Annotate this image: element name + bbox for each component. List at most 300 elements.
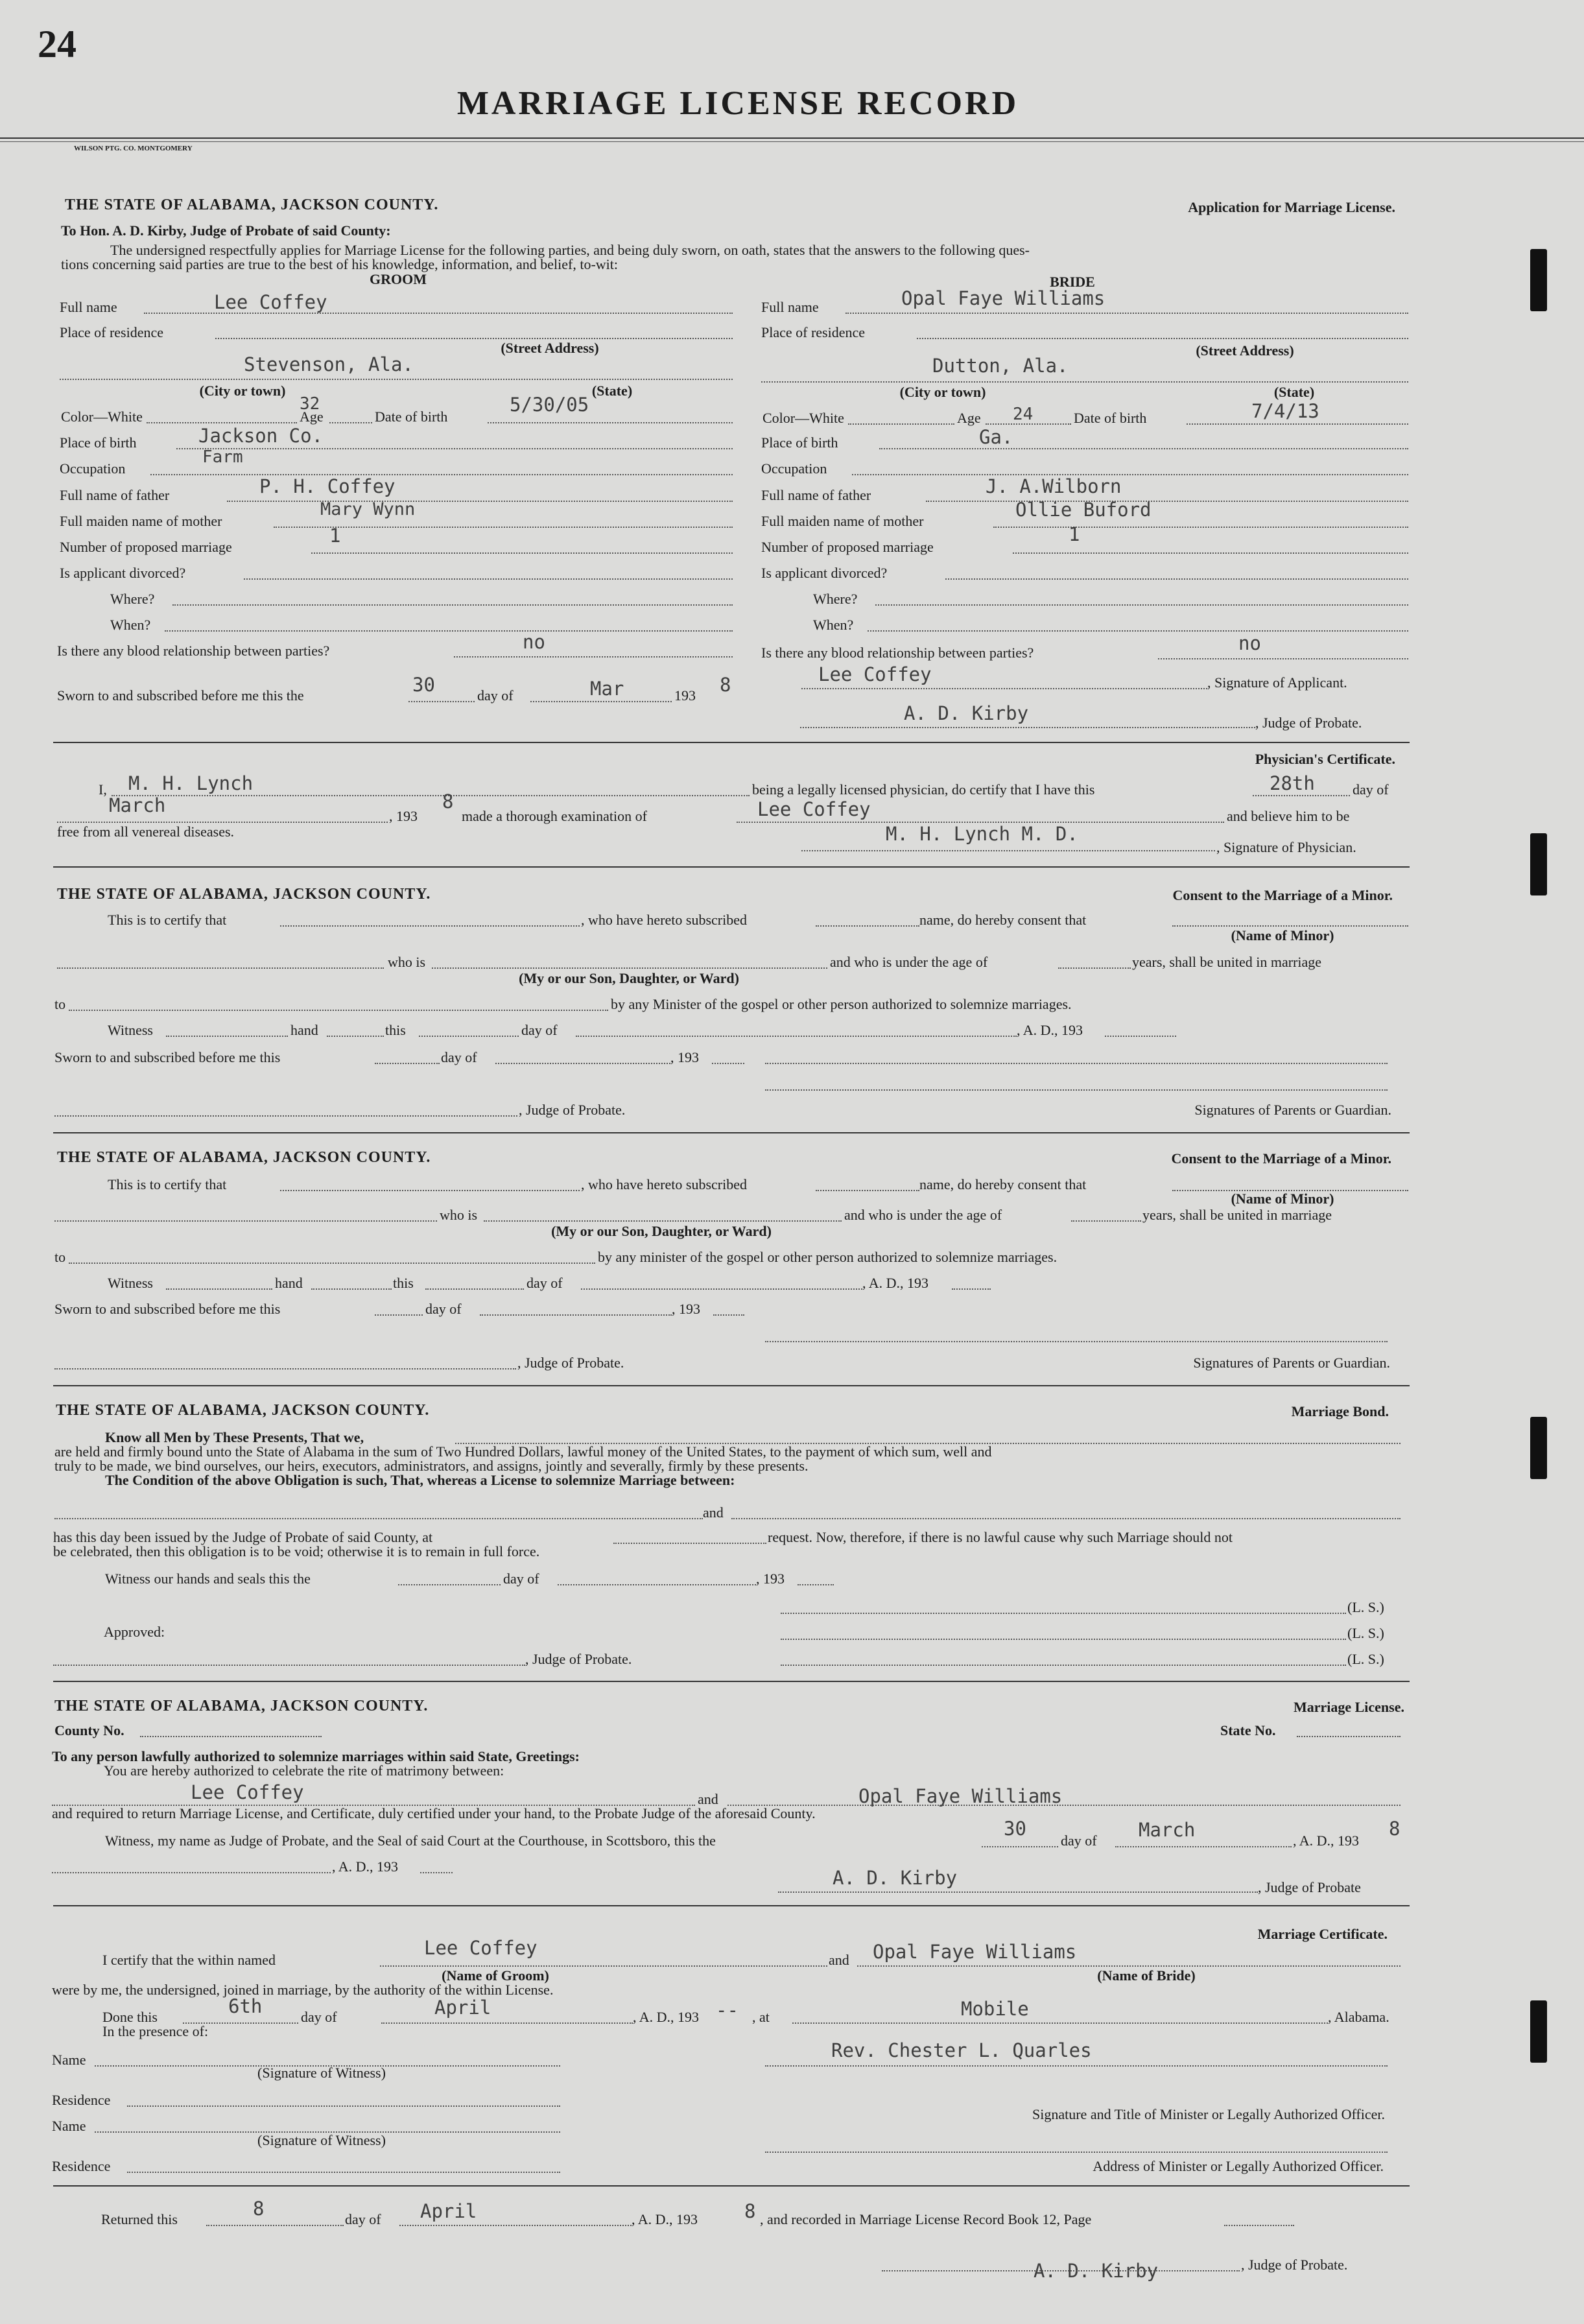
bond-between-line-1 (54, 1518, 703, 1519)
certificate-day-of: day of (301, 2009, 337, 2025)
bride-mother-label: Full maiden name of mother (761, 513, 924, 529)
bond-between-line-2 (731, 1518, 1401, 1519)
license-ad2: , A. D., 193 (332, 1858, 399, 1875)
groom-blood: no (523, 631, 545, 653)
consent1-subscribed: , who have hereto subscribed (581, 912, 747, 928)
consent2-hand: hand (275, 1275, 303, 1291)
certificate-residence-2: Residence (52, 2158, 111, 2174)
returned-day-line (206, 2225, 344, 2226)
bride-residence-label: Place of residence (761, 324, 866, 340)
bride-divorced-line (945, 578, 1408, 580)
groom-age-label: Age (300, 409, 324, 425)
physician-day: 28th (1270, 772, 1315, 794)
bride-where-line (875, 604, 1408, 606)
section-divider (53, 866, 1410, 868)
bride-age-label: Age (957, 410, 981, 426)
bond-issued-a: has this day been issued by the Judge of Probate of said County, at (53, 1529, 433, 1545)
consent1-ad-line (1105, 1036, 1176, 1037)
license-county-line (140, 1736, 322, 1737)
physician-signature-line (801, 850, 1215, 851)
section-divider (53, 1385, 1410, 1386)
consent1-this: this (385, 1022, 406, 1038)
consent2-parents-line-1 (765, 1341, 1388, 1342)
groom-date-of-birth: 5/30/05 (510, 394, 589, 416)
printer-imprint: WILSON PTG. CO. MONTGOMERY (74, 145, 193, 152)
consent2-age-line (1071, 1220, 1141, 1222)
physician-name-line (112, 795, 750, 796)
intro-line-1: The undersigned respectfully applies for Marriage License for the following parties, and being duly sworn, on oath, states that the answers to the following ques- (110, 242, 1030, 258)
bride-city: Dutton, Ala. (932, 355, 1069, 377)
bride-blood: no (1238, 632, 1261, 654)
physician-name: M. H. Lynch (128, 772, 254, 794)
consent1-hand-line (327, 1036, 384, 1037)
bride-blood-line (1158, 658, 1408, 659)
consent1-who-line (57, 967, 384, 969)
license-county-no: County No. (54, 1722, 124, 1738)
groom-place-of-birth: Jackson Co. (198, 425, 324, 447)
consent1-consent-line (1172, 925, 1408, 927)
groom-state-label: (State) (591, 383, 633, 399)
consent1-minister: by any Minister of the gospel or other person authorized to solemnize marriages. (611, 996, 1072, 1012)
consent2-sworn: Sworn to and subscribed before me this (54, 1301, 281, 1317)
certificate-residence-line-2 (127, 2172, 560, 2173)
bond-witness: Witness our hands and seals this the (105, 1571, 311, 1587)
bond-day-line (558, 1584, 756, 1585)
bride-city-label: (City or town) (899, 384, 986, 400)
bride-date-of-birth: 7/4/13 (1251, 400, 1319, 422)
header-rule (0, 137, 1584, 139)
consent1-age-line (1058, 967, 1131, 969)
bride-full-name-label: Full name (761, 299, 819, 315)
bond-ls-1: (L. S.) (1347, 1599, 1384, 1615)
consent2-judge: , Judge of Probate. (517, 1355, 624, 1371)
groom-residence-label: Place of residence (60, 324, 164, 340)
bond-judge-line (53, 1665, 525, 1666)
license-heading: Marriage License. (1293, 1699, 1404, 1715)
bond-ls-line-1 (781, 1613, 1346, 1614)
consent2-hand-line (311, 1288, 392, 1290)
certificate-minister-line (765, 2065, 1388, 2067)
certificate-residence-1: Residence (52, 2092, 111, 2108)
consent1-name-of-minor: (Name of Minor) (1231, 927, 1334, 943)
physician-heading: Physician's Certificate. (1255, 751, 1395, 767)
bride-pob-label: Place of birth (761, 434, 838, 451)
consent2-year-line (713, 1314, 744, 1316)
groom-city-line (60, 379, 733, 380)
consent2-name-of-minor: (Name of Minor) (1231, 1191, 1334, 1207)
license-required: and required to return Marriage License, and Certificate, duly certified under your hand, to the Probate Judge of the aforesaid County. (52, 1805, 816, 1821)
bond-year-line (798, 1584, 834, 1585)
binder-tab (1530, 833, 1547, 895)
certificate-groom-line (380, 1965, 827, 1967)
bond-state-line: THE STATE OF ALABAMA, JACKSON COUNTY. (56, 1402, 430, 1419)
consent1-sworn-day-of: day of (441, 1049, 477, 1065)
consent1-year-line (712, 1063, 744, 1064)
consent2-year: , 193 (672, 1301, 700, 1317)
groom-mother: Mary Wynn (320, 499, 416, 519)
consent1-relation: (My or our Son, Daughter, or Ward) (519, 970, 739, 986)
license-day-of: day of (1061, 1832, 1097, 1849)
consent1-witness: Witness (108, 1022, 153, 1038)
bond-line-3: truly to be made, we bind ourselves, our heirs, executors, administrators, and assigns, jointly and severally, firmly by these presents. (54, 1458, 809, 1474)
groom-when-line (165, 630, 733, 632)
physician-year-prefix: , 193 (389, 808, 418, 824)
consent1-certify-line (280, 925, 580, 927)
consent1-heading: Consent to the Marriage of a Minor. (1172, 887, 1393, 903)
bond-line-2: are held and firmly bound unto the State of Alabama in the sum of Two Hundred Dollars, lawful money of the United States, to the payment of which sum, well and (54, 1443, 992, 1460)
consent2-who-line (54, 1220, 437, 1222)
certificate-and: and (829, 1952, 849, 1968)
consent1-sworn-day-line (495, 1063, 670, 1064)
physician-month-line (57, 822, 388, 823)
bride-color-line (848, 423, 954, 425)
consent1-under-age: and who is under the age of (830, 954, 988, 970)
license-state-no: State No. (1220, 1722, 1276, 1738)
consent2-judge-line (54, 1368, 516, 1370)
consent2-to-line (69, 1263, 595, 1264)
consent1-sworn: Sworn to and subscribed before me this (54, 1049, 281, 1065)
physician-month: March (109, 794, 166, 816)
groom-number-marriage: 1 (329, 525, 341, 547)
returned-text: Returned this (101, 2211, 178, 2227)
license-second-date-line (52, 1872, 331, 1873)
license-day: 30 (1004, 1818, 1026, 1840)
bride-number-marriage: 1 (1069, 523, 1080, 545)
application-heading: Application for Marriage License. (1188, 199, 1395, 215)
returned-year: 8 (744, 2200, 756, 2222)
consent2-subscribed: , who have hereto subscribed (581, 1176, 747, 1192)
bond-line-6: be celebrated, then this obligation is to be void; otherwise it is to remain in full force. (53, 1543, 540, 1559)
license-ad2-line (420, 1872, 453, 1873)
certificate-place: Mobile (961, 1998, 1029, 2020)
section-divider (53, 2185, 1410, 2187)
sworn-month-line (530, 701, 672, 702)
groom-number-line (311, 552, 733, 554)
returned-recorded: , and recorded in Marriage License Record Book 12, Page (760, 2211, 1092, 2227)
groom-father: P. H. Coffey (259, 475, 396, 497)
consent1-day-line (576, 1036, 1017, 1037)
bride-father-label: Full name of father (761, 487, 871, 503)
consent2-subscribed-line (816, 1190, 919, 1191)
section-divider (53, 1132, 1410, 1133)
sworn-day: 30 (412, 674, 435, 696)
consent1-state-line: THE STATE OF ALABAMA, JACKSON COUNTY. (57, 886, 431, 903)
applicant-signature-label: , Signature of Applicant. (1207, 674, 1347, 691)
certificate-bride-line (857, 1965, 1401, 1967)
certificate-presence: In the presence of: (102, 2023, 209, 2039)
license-witness: Witness, my name as Judge of Probate, and the Seal of said Court at the Courthouse, in Scottsboro, this the (105, 1832, 716, 1849)
consent1-year: , 193 (670, 1049, 699, 1065)
license-judge-line (778, 1891, 1258, 1893)
consent1-judge-line (54, 1115, 517, 1117)
sworn-label: Sworn to and subscribed before me this the (57, 687, 304, 704)
groom-street-label: (Street Address) (501, 340, 599, 356)
physician-year: 8 (442, 790, 454, 812)
returned-month-line (399, 2225, 632, 2226)
groom-mother-label: Full maiden name of mother (60, 513, 222, 529)
bride-age-line (986, 423, 1071, 425)
physician-signature-label: , Signature of Physician. (1216, 839, 1356, 855)
physician-text-3: and believe him to be (1227, 808, 1350, 824)
bride-when-line (868, 630, 1408, 632)
consent1-to-line (69, 1010, 608, 1011)
bond-issued-b: request. Now, therefore, if there is no lawful cause why such Marriage should not (768, 1529, 1233, 1545)
license-greeting: To any person lawfully authorized to solemnize marriages within said State, Greetings: (52, 1748, 580, 1764)
intro-line-2: tions concerning said parties are true to the best of his knowledge, information, and belief, to-wit: (61, 256, 618, 272)
consent1-parents-line-2 (765, 1089, 1388, 1091)
groom-divorced-line (244, 578, 733, 580)
bride-city-line (761, 381, 1408, 383)
returned-judge-label: , Judge of Probate. (1241, 2257, 1348, 2273)
consent1-relation-line (432, 967, 827, 969)
bride-when-label: When? (813, 617, 854, 633)
license-month-line (1115, 1846, 1292, 1847)
license-judge-signature: A. D. Kirby (833, 1867, 958, 1889)
groom-city-label: (City or town) (199, 383, 286, 399)
consent1-judge: , Judge of Probate. (519, 1102, 626, 1118)
consent2-sworn-day-of: day of (425, 1301, 462, 1317)
bride-place-of-birth: Ga. (979, 426, 1013, 448)
consent1-this-line (419, 1036, 519, 1037)
bond-ls-2: (L. S.) (1347, 1625, 1384, 1641)
certificate-address-line (765, 2152, 1388, 2153)
certificate-sig-witness-1: (Signature of Witness) (257, 2065, 386, 2081)
returned-page-line (1224, 2225, 1294, 2226)
groom-dob-label: Date of birth (375, 409, 448, 425)
bride-full-name-line (845, 313, 1408, 314)
physician-text-4: free from all venereal diseases. (57, 824, 235, 840)
sworn-day-of-label: day of (477, 687, 514, 704)
license-month: March (1139, 1819, 1196, 1841)
bride-occupation-line (852, 474, 1408, 475)
consent2-state-line: THE STATE OF ALABAMA, JACKSON COUNTY. (57, 1149, 431, 1166)
certificate-name-2: Name (52, 2118, 86, 2134)
consent2-united: years, shall be united in marriage (1142, 1207, 1332, 1223)
groom-pob-label: Place of birth (60, 434, 137, 451)
license-authorized: You are hereby authorized to celebrate the rite of matrimony between: (104, 1762, 504, 1779)
consent1-ad: , A. D., 193 (1017, 1022, 1083, 1038)
bond-line-4: The Condition of the above Obligation is such, That, whereas a License to solemnize Marriage between: (105, 1472, 735, 1488)
bride-father-line (926, 501, 1408, 502)
groom-color-label: Color—White (61, 409, 143, 425)
license-groom: Lee Coffey (191, 1781, 304, 1803)
groom-pob-line (176, 448, 733, 449)
applicant-signature: Lee Coffey (818, 663, 932, 685)
bond-judge: , Judge of Probate. (525, 1651, 632, 1667)
returned-judge-signature: A. D. Kirby (1034, 2260, 1159, 2282)
groom-father-line (227, 501, 733, 502)
consent1-who-is: who is (388, 954, 426, 970)
returned-day-of: day of (345, 2211, 381, 2227)
groom-occupation-line (150, 474, 733, 475)
bride-dob-label: Date of birth (1074, 410, 1147, 426)
bride-blood-label: Is there any blood relationship between parties? (761, 645, 1034, 661)
consent2-sworn-day-line (480, 1314, 672, 1316)
bond-ls-3: (L. S.) (1347, 1651, 1384, 1667)
bond-and: and (703, 1504, 724, 1521)
certificate-heading: Marriage Certificate. (1257, 1926, 1388, 1942)
groom-when-label: When? (110, 617, 151, 633)
judge-signature: A. D. Kirby (904, 702, 1029, 724)
consent1-parents: Signatures of Parents or Guardian. (1194, 1102, 1391, 1118)
section-divider (53, 1905, 1410, 1906)
license-and: and (698, 1791, 718, 1807)
groom-blood-label: Is there any blood relationship between parties? (57, 643, 330, 659)
groom-age-line (329, 422, 372, 423)
sworn-day-line (408, 701, 475, 702)
consent2-witness: Witness (108, 1275, 153, 1291)
bond-at-line (613, 1543, 766, 1544)
bond-witness-line (398, 1584, 501, 1585)
bride-number-line (1013, 552, 1408, 554)
bride-mother: Ollie Buford (1015, 499, 1152, 521)
consent1-sworn-line (375, 1063, 440, 1064)
consent2-ad-line (952, 1288, 991, 1290)
license-state-line-dots (1297, 1736, 1401, 1737)
groom-full-name-label: Full name (60, 299, 117, 315)
groom-occupation: Farm (202, 447, 243, 467)
physician-i: I, (99, 781, 107, 798)
license-judge-label: , Judge of Probate (1258, 1879, 1361, 1895)
sworn-year: 8 (720, 674, 731, 696)
certificate-joined: were by me, the undersigned, joined in marriage, by the authority of the within License. (52, 1982, 554, 1998)
consent2-relation-line (484, 1220, 842, 1222)
consent1-witness-line (166, 1036, 288, 1037)
certificate-residence-line-1 (127, 2105, 560, 2107)
groom-residence-line (215, 338, 733, 339)
sworn-month: Mar (590, 678, 624, 700)
bond-year: , 193 (756, 1571, 785, 1587)
consent2-certify-line (280, 1190, 580, 1191)
groom-occupation-label: Occupation (60, 460, 126, 477)
certificate-ad: , A. D., 193 (633, 2009, 700, 2025)
bride-color-label: Color—White (762, 410, 844, 426)
consent2-under-age: and who is under the age of (844, 1207, 1002, 1223)
physician-text-2: made a thorough examination of (462, 808, 647, 824)
sworn-year-label: 193 (674, 687, 696, 704)
bride-dob-line (1187, 423, 1408, 425)
certificate-sig-witness-2: (Signature of Witness) (257, 2132, 386, 2148)
bride-father: J. A.Wilborn (986, 475, 1122, 497)
to-judge: To Hon. A. D. Kirby, Judge of Probate of said County: (61, 222, 391, 239)
consent2-this: this (393, 1275, 414, 1291)
bride-occupation-label: Occupation (761, 460, 827, 477)
consent2-sworn-line (375, 1314, 423, 1316)
binder-tab (1530, 1417, 1547, 1479)
certificate-address-label: Address of Minister or Legally Authorized Officer. (1093, 2158, 1384, 2174)
physician-text-1: being a legally licensed physician, do certify that I have this (752, 781, 1095, 798)
groom-divorced-label: Is applicant divorced? (60, 565, 186, 581)
bride-residence-line (917, 338, 1408, 339)
physician-signature: M. H. Lynch M. D. (886, 823, 1078, 845)
consent2-consent-that: name, do hereby consent that (919, 1176, 1087, 1192)
groom-mother-line (274, 527, 733, 528)
certificate-at: , at (752, 2009, 770, 2025)
consent2-witness-line (166, 1288, 272, 1290)
consent2-this-line (425, 1288, 524, 1290)
bride-where-label: Where? (813, 591, 858, 607)
certificate-place-line (792, 2022, 1328, 2024)
groom-blood-line (454, 656, 733, 658)
groom-where-label: Where? (110, 591, 155, 607)
binder-tab (1530, 2000, 1547, 2063)
certificate-month-line (381, 2022, 633, 2024)
groom-where-line (172, 604, 733, 606)
returned-ad: , A. D., 193 (632, 2211, 698, 2227)
judge-signature-line (800, 727, 1255, 728)
consent2-day-of: day of (526, 1275, 563, 1291)
consent2-certify: This is to certify that (108, 1176, 227, 1192)
certificate-groom: Lee Coffey (424, 1937, 538, 1959)
groom-city: Stevenson, Ala. (244, 353, 414, 375)
consent2-relation: (My or our Son, Daughter, or Ward) (551, 1223, 772, 1239)
consent2-to: to (54, 1249, 66, 1265)
section-divider (53, 1681, 1410, 1682)
groom-dob-line (488, 422, 733, 423)
consent1-hand: hand (290, 1022, 318, 1038)
groom-full-name: Lee Coffey (214, 291, 327, 313)
bond-ls-line-2 (781, 1639, 1346, 1640)
bride-street-label: (Street Address) (1196, 342, 1294, 359)
physician-examined: Lee Coffey (757, 798, 871, 820)
bride-divorced-label: Is applicant divorced? (761, 565, 888, 581)
certificate-day: 6th (228, 1995, 263, 2017)
consent2-ad: , A. D., 193 (862, 1275, 929, 1291)
certificate-month: April (434, 1997, 491, 2019)
record-title: MARRIAGE LICENSE RECORD (456, 85, 1019, 122)
returned-day: 8 (253, 2198, 265, 2220)
consent1-certify: This is to certify that (108, 912, 227, 928)
groom-number-label: Number of proposed marriage (60, 539, 232, 555)
consent2-day-line (581, 1288, 862, 1290)
certificate-state: , Alabama. (1328, 2009, 1389, 2025)
groom-heading: GROOM (370, 271, 427, 287)
physician-day-line (1253, 795, 1350, 796)
license-bride-line (727, 1805, 1401, 1806)
certificate-bride: Opal Faye Williams (873, 1941, 1077, 1963)
certificate-certify: I certify that the within named (102, 1952, 276, 1968)
bond-day-of: day of (503, 1571, 539, 1587)
certificate-name-groom: (Name of Groom) (442, 1967, 549, 1984)
consent1-parents-line-1 (765, 1063, 1388, 1064)
bride-full-name: Opal Faye Williams (901, 287, 1105, 309)
bond-line-1: Know all Men by These Presents, That we, (105, 1429, 364, 1445)
bond-ls-line-3 (781, 1665, 1346, 1666)
certificate-name-bride: (Name of Bride) (1097, 1967, 1196, 1984)
bride-mother-line (993, 527, 1408, 528)
consent2-heading: Consent to the Marriage of a Minor. (1171, 1150, 1391, 1167)
bride-state-label: (State) (1273, 384, 1315, 400)
license-bride: Opal Faye Williams (858, 1785, 1063, 1807)
physician-day-of: day of (1353, 781, 1389, 798)
bride-age: 24 (1013, 405, 1034, 424)
section-divider (53, 742, 1410, 743)
returned-judge-line (882, 2270, 1240, 2271)
consent1-united: years, shall be united in marriage (1132, 954, 1322, 970)
bride-number-label: Number of proposed marriage (761, 539, 934, 555)
certificate-done: Done this (102, 2009, 158, 2025)
consent1-consent-that: name, do hereby consent that (919, 912, 1087, 928)
certificate-minister-label: Signature and Title of Minister or Legally Authorized Officer. (1032, 2106, 1385, 2122)
consent2-who-is: who is (440, 1207, 478, 1223)
consent1-day-of: day of (521, 1022, 558, 1038)
license-state-line: THE STATE OF ALABAMA, JACKSON COUNTY. (54, 1698, 429, 1714)
consent2-minister: by any minister of the gospel or other person authorized to solemnize marriages. (598, 1249, 1058, 1265)
bride-heading: BRIDE (1050, 274, 1095, 290)
bond-approved: Approved: (104, 1624, 165, 1640)
header-rule-thin (0, 141, 1584, 142)
bride-pob-line (879, 448, 1408, 449)
